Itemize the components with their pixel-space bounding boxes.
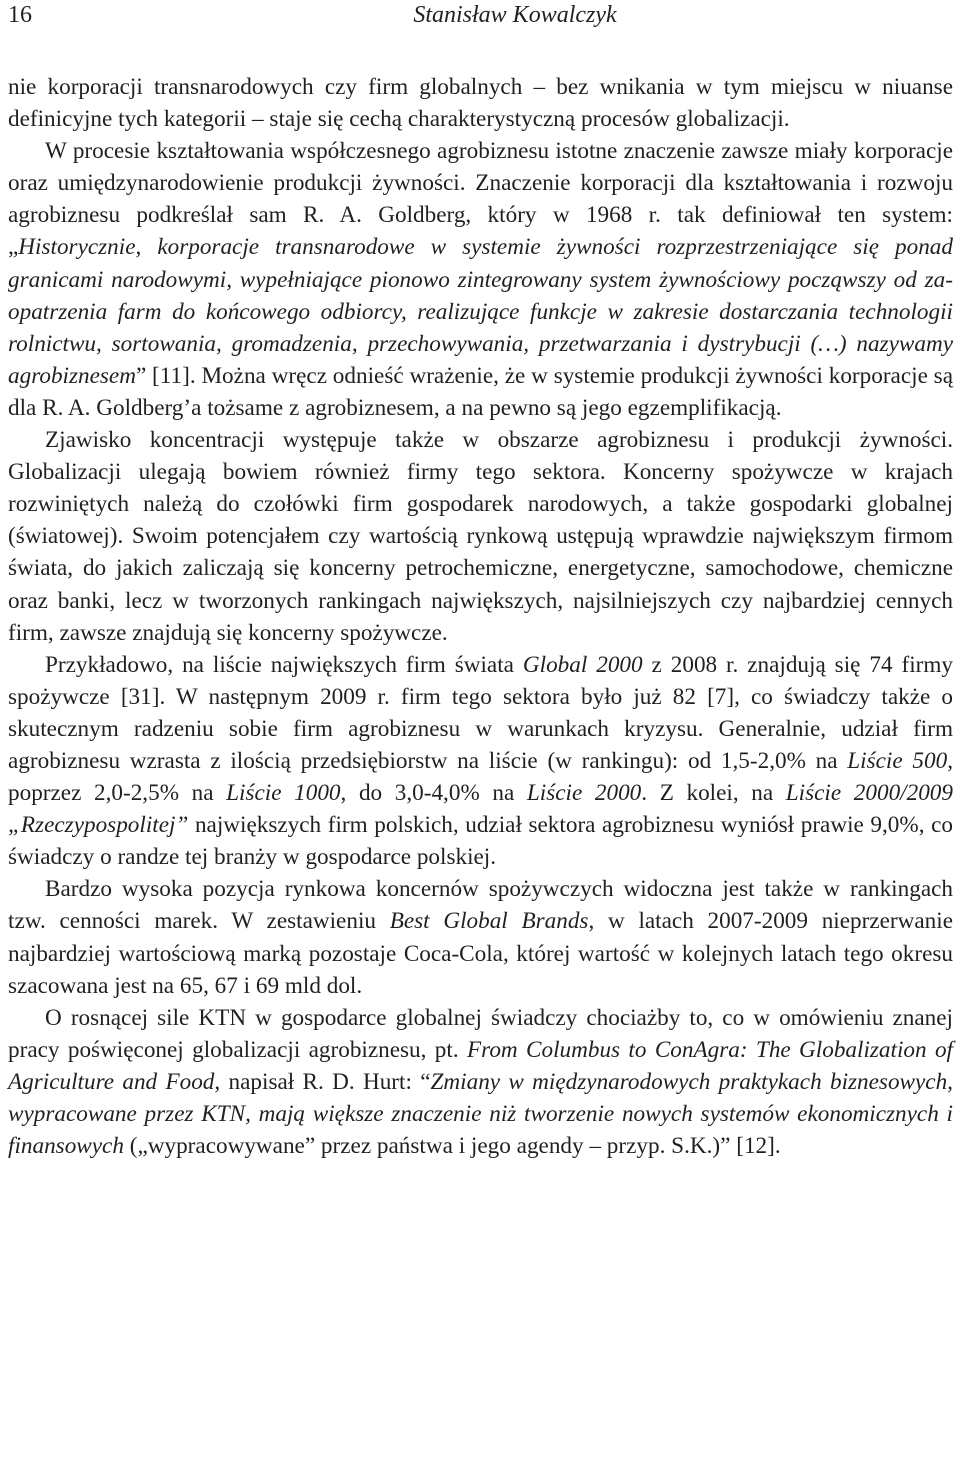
text-run: W procesie kształtowania współczesnego agrobiznesu istotne znaczenie zawsze miały korporacje oraz umiędzynarodowienie produkcji żywności. Znaczenie korporacji dla kształtowania i rozwoju agrobiznesu podkreślał sam R. A. Goldberg, który w 1968 r. tak definiował ten system: „: [8, 138, 953, 261]
italic-text: Liście 2000/2009 „Rzeczypospolitej”: [8, 780, 953, 839]
italic-text: Liście 1000: [226, 780, 341, 807]
text-run: O rosnącej sile KTN w gospodarce globalnej świadczy chociażby to, co w omówieniu znanej pracy poświęconej globalizacji agrobiznesu, pt.: [8, 1004, 953, 1063]
text-run: największych firm polskich, udział sektora agrobiznesu wyniósł prawie 9,0%, co świadczy o randze tej branży w gospodarce polskiej.: [8, 812, 953, 871]
paragraph: [8, 135, 953, 424]
italic-text: Historycznie, korporacje transnarodowe w systemie żywności rozprzestrzeniające się ponad granicami narodowymi, wypełniające pionowo zintegrowany system żywnościowy począwszy od zaopatrzenia farm do końcowego odbiorcy, realizujące funkcje w zakresie dostarczania technologii rolnictwu, sortowania, gromadzenia, przechowywania, przetwarzania i dystrybucji (…) nazywamy agrobiznesem: [8, 234, 953, 389]
text-run: z 2008 r. znajdują się 74 firmy spożywcze [31]. W następnym 2009 r. firm tego sektora było już 82 [7], co świadczy także o skutecznym radzeniu sobie firm agrobiznesu w warunkach kryzysu. Generalnie, udział firm agrobiznesu wzrasta z ilością przedsiębiorstw na liście (w rankingu): od 1,5-2,0% na: [8, 651, 953, 774]
text-run: Bardzo wysoka pozycja rynkowa koncernów spożywczych widoczna jest także w rankingach tzw. cenności marek. W zestawieniu: [8, 876, 953, 935]
text-run: ” [11]. Można wręcz odnieść wrażenie, że w systemie produkcji żywności korporacje są dla R. A. Goldberg’a tożsame z agrobiznesem, a na pewno są jego egzemplifikacją.: [8, 362, 953, 421]
page-header: [8, 0, 952, 30]
page-number: 16: [8, 2, 32, 28]
text-run: , poprzez 2,0-2,5% na: [8, 747, 953, 807]
italic-text: Liście 500: [847, 747, 948, 774]
text-run: („wypracowywane” przez państwa i jego agendy – przyp. S.K.)” [12].: [123, 1133, 781, 1160]
text-run: , w latach 2007-2009 nieprzerwanie najbardziej wartościową marką pozostaje Coca-Cola, której wartość w kolejnych latach tego okresu szacowana jest na 65, 67 i 69 mld dol.: [8, 908, 954, 999]
italic-text: Best Global Brands: [389, 908, 589, 935]
text-run: , do 3,0-4,0% na: [340, 780, 527, 807]
paragraph: [8, 1002, 953, 1162]
text-run: , napisał R. D. Hurt: “: [214, 1068, 431, 1095]
paragraph: [8, 424, 953, 649]
text-run: Przykładowo, na liście największych firm świata: [45, 651, 523, 678]
text-run: nie korporacji transnarodowych czy firm globalnych – bez wnikania w tym miejscu w niuanse definicyjne tych kategorii – staje się cechą charakterystyczną procesów globalizacji.: [8, 74, 953, 133]
italic-text: Zmiany w międzynarodowych praktykach biznesowych, wypracowane przez KTN, mają większe znaczenie niż tworzenie nowych systemów ekonomicznych i finansowych: [8, 1068, 953, 1160]
running-head-author: Stanisław Kowalczyk: [413, 2, 617, 28]
body-text: [8, 71, 953, 1162]
italic-text: From Columbus to ConAgra: The Globalization of Agriculture and Food: [8, 1036, 953, 1095]
paragraph: [8, 71, 953, 135]
text-run: Zjawisko koncentracji występuje także w obszarze agrobiznesu i produkcji żywności. Globalizacji ulegają bowiem również firmy tego sektora. Koncerny spożywcze w krajach rozwiniętych należą do czołówki firm gospodarek narodowych, a także gospodarki globalnej (światowej). Swoim potencjałem czy wartością rynkową ustępują wprawdzie największym firmom świata, do jakich zaliczają się koncerny petrochemiczne, energetyczne, samochodowe, chemiczne oraz banki, lecz w tworzonych rankingach największych, najsilniejszych czy najbardziej cennych firm, zawsze znajdują się koncerny spożywcze.: [8, 427, 953, 646]
paragraph: [8, 873, 953, 1001]
text-run: . Z kolei, na: [641, 780, 786, 807]
italic-text: Liście 2000: [526, 780, 642, 807]
paragraph: [8, 649, 953, 874]
italic-text: Global 2000: [522, 651, 643, 678]
